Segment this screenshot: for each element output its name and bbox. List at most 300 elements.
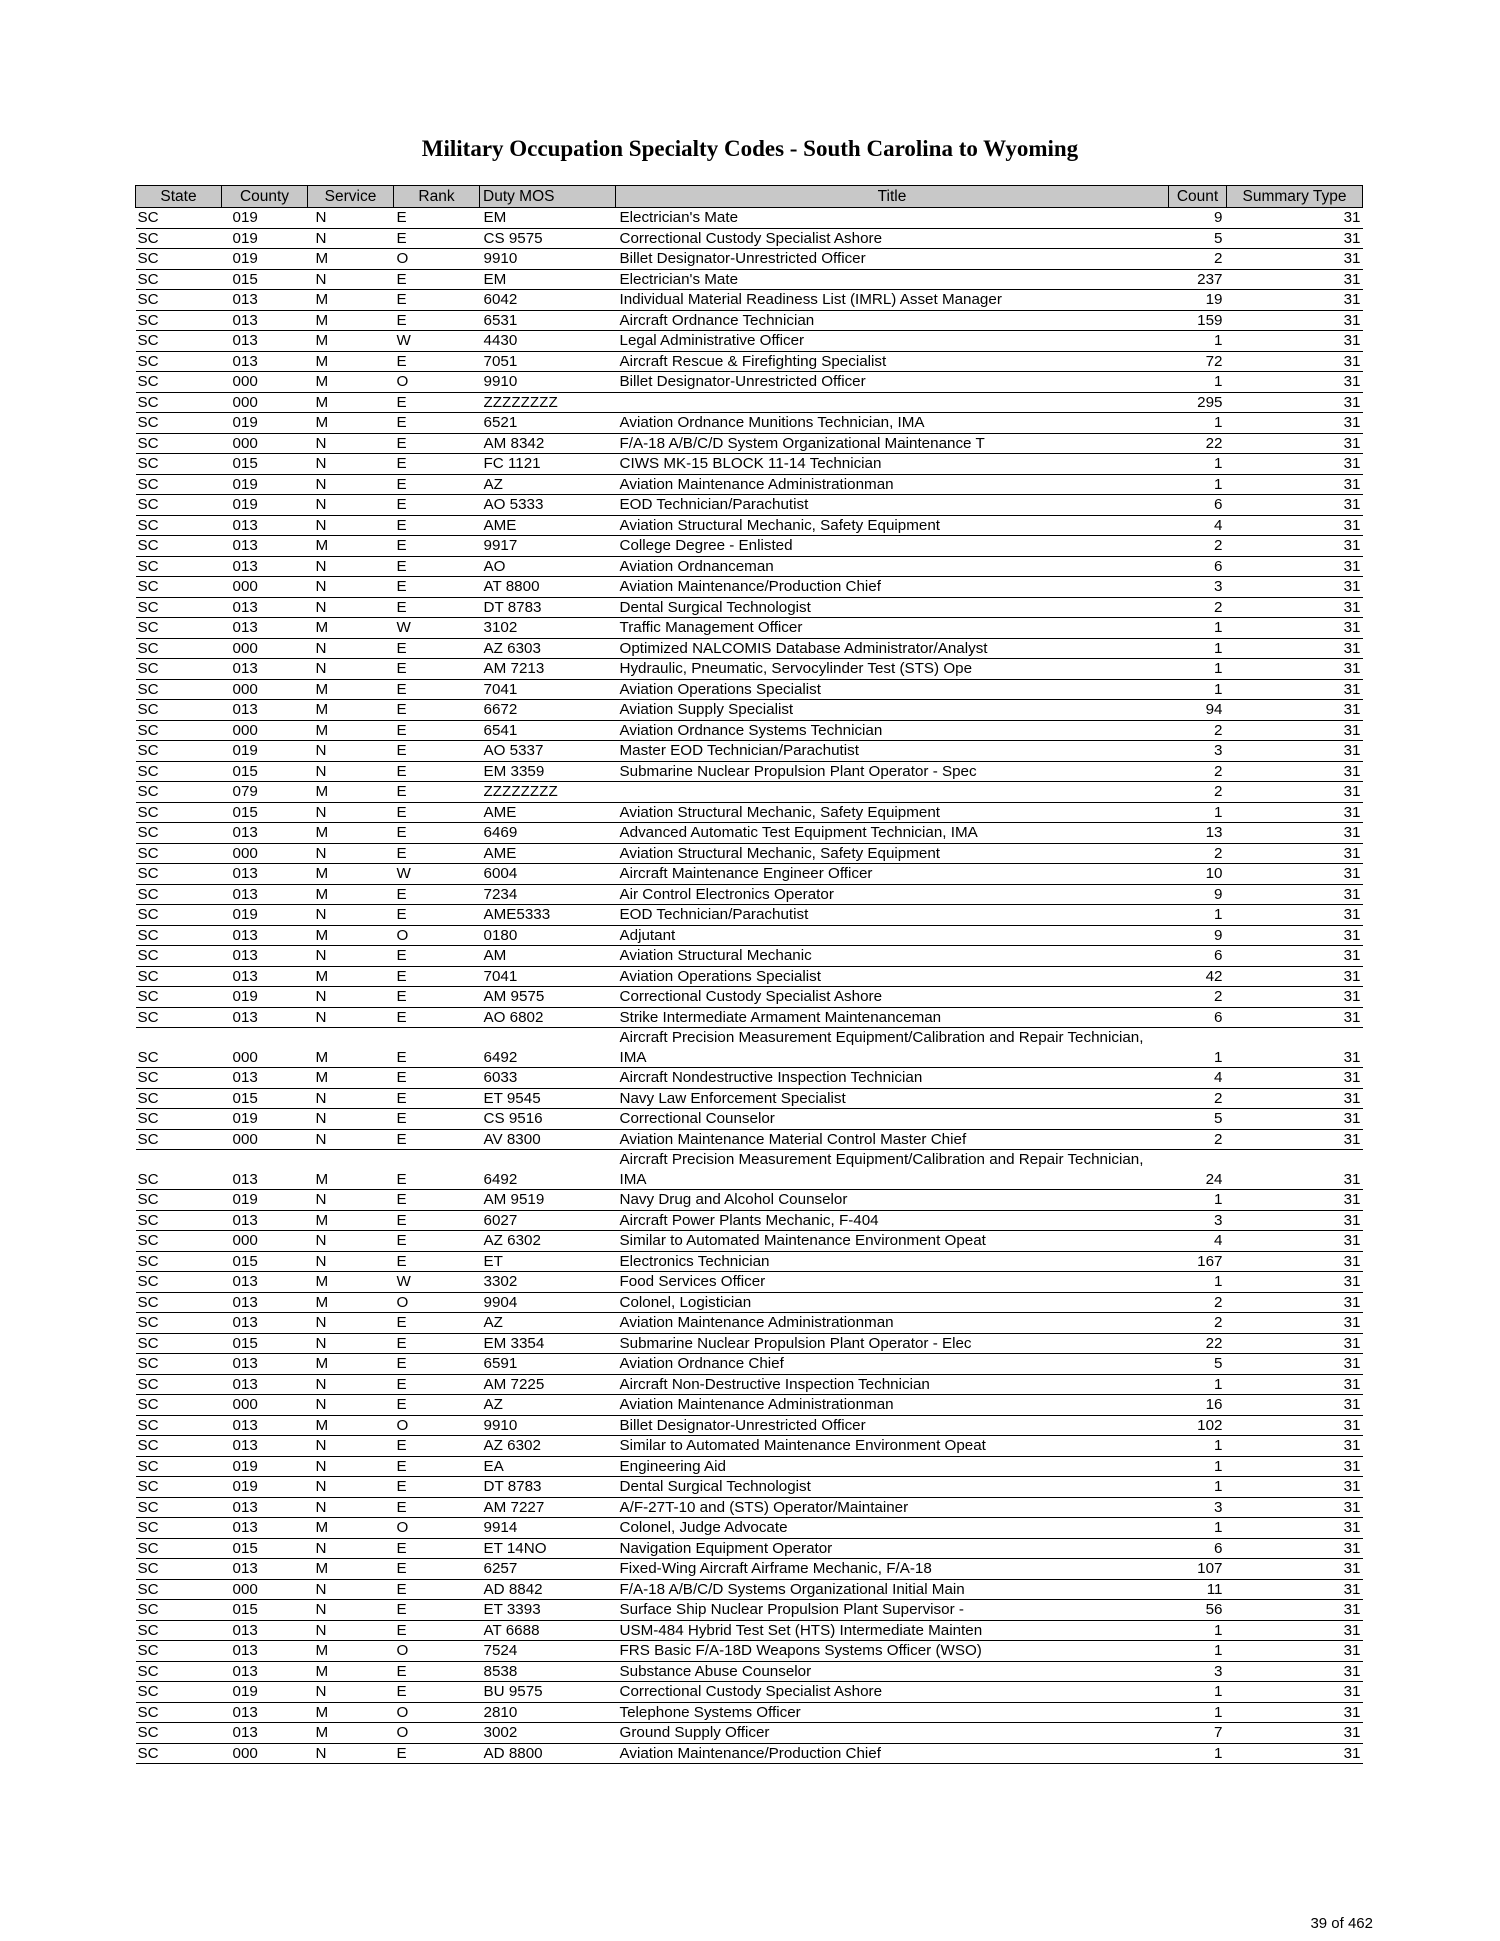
table-row [136,1007,1363,1028]
cell-county: 019 [222,228,308,249]
cell-rank: E [394,1109,480,1130]
cell-duty-mos: 7524 [480,1641,616,1662]
cell-summary-type: 31 [1227,1251,1363,1272]
cell-summary-type: 31 [1227,1129,1363,1150]
cell-count: 5 [1169,228,1227,249]
cell-service: N [308,1374,394,1395]
cell-county: 013 [222,659,308,680]
cell-state: SC [136,1600,222,1621]
cell-service: N [308,761,394,782]
cell-count: 56 [1169,1600,1227,1621]
table-row [136,946,1363,967]
cell-count: 6 [1169,946,1227,967]
cell-state: SC [136,925,222,946]
cell-count: 1 [1169,1620,1227,1641]
cell-count: 6 [1169,1538,1227,1559]
table-row [136,1150,1363,1190]
cell-rank: E [394,679,480,700]
cell-state: SC [136,1518,222,1539]
cell-state: SC [136,1313,222,1334]
cell-title: Dental Surgical Technologist [616,597,1169,618]
cell-rank: E [394,1559,480,1580]
cell-summary-type: 31 [1227,987,1363,1008]
cell-rank: E [394,515,480,536]
cell-duty-mos: 6541 [480,720,616,741]
cell-title: Aviation Maintenance Administrationman [616,1395,1169,1416]
cell-rank: E [394,208,480,229]
cell-state: SC [136,1620,222,1641]
cell-rank: E [394,433,480,454]
cell-summary-type: 31 [1227,372,1363,393]
cell-duty-mos: AO 5337 [480,741,616,762]
cell-summary-type: 31 [1227,249,1363,270]
cell-summary-type: 31 [1227,1641,1363,1662]
cell-county: 013 [222,310,308,331]
cell-state: SC [136,1661,222,1682]
cell-county: 013 [222,1620,308,1641]
cell-service: N [308,515,394,536]
cell-state: SC [136,1415,222,1436]
table-row [136,1477,1363,1498]
cell-count: 1 [1169,638,1227,659]
table-row [136,720,1363,741]
table-row [136,351,1363,372]
cell-state: SC [136,802,222,823]
cell-rank: E [394,987,480,1008]
cell-county: 013 [222,290,308,311]
cell-rank: E [394,1497,480,1518]
cell-duty-mos: AO 6802 [480,1007,616,1028]
cell-summary-type: 31 [1227,1292,1363,1313]
cell-count: 167 [1169,1251,1227,1272]
table-row [136,1497,1363,1518]
cell-service: N [308,1333,394,1354]
cell-county: 015 [222,1251,308,1272]
cell-count: 4 [1169,1231,1227,1252]
table-row [136,1129,1363,1150]
cell-duty-mos: CS 9575 [480,228,616,249]
cell-state: SC [136,269,222,290]
cell-title: College Degree - Enlisted [616,536,1169,557]
table-row [136,925,1363,946]
cell-duty-mos: EM [480,208,616,229]
cell-title: Ground Supply Officer [616,1723,1169,1744]
table-row [136,1231,1363,1252]
table-row [136,577,1363,598]
table-row [136,987,1363,1008]
cell-duty-mos: 8538 [480,1661,616,1682]
cell-title: Aviation Maintenance Material Control Master Chief [616,1129,1169,1150]
cell-county: 015 [222,1538,308,1559]
cell-service: M [308,700,394,721]
cell-duty-mos: 7234 [480,884,616,905]
cell-rank: O [394,372,480,393]
cell-county: 013 [222,946,308,967]
table-row [136,1743,1363,1764]
cell-rank: E [394,1579,480,1600]
table-row [136,556,1363,577]
cell-county: 013 [222,1497,308,1518]
cell-title: Submarine Nuclear Propulsion Plant Operator - Spec [616,761,1169,782]
cell-duty-mos: AME [480,843,616,864]
table-row [136,228,1363,249]
cell-summary-type: 31 [1227,1088,1363,1109]
cell-county: 013 [222,351,308,372]
cell-rank: O [394,1518,480,1539]
cell-summary-type: 31 [1227,495,1363,516]
column-header-service: Service [308,186,394,208]
cell-count: 2 [1169,843,1227,864]
cell-summary-type: 31 [1227,208,1363,229]
cell-title: Aviation Maintenance Administrationman [616,474,1169,495]
cell-rank: E [394,782,480,803]
cell-duty-mos: CS 9516 [480,1109,616,1130]
cell-count: 1 [1169,1456,1227,1477]
column-header-county: County [222,186,308,208]
table-row [136,1723,1363,1744]
cell-count: 19 [1169,290,1227,311]
cell-summary-type: 31 [1227,1028,1363,1068]
cell-summary-type: 31 [1227,351,1363,372]
table-row [136,1518,1363,1539]
cell-state: SC [136,331,222,352]
cell-county: 013 [222,1661,308,1682]
cell-state: SC [136,761,222,782]
cell-rank: E [394,659,480,680]
cell-rank: E [394,474,480,495]
cell-rank: E [394,1007,480,1028]
cell-rank: E [394,597,480,618]
cell-duty-mos: EM [480,269,616,290]
table-row [136,1068,1363,1089]
cell-rank: E [394,1477,480,1498]
cell-duty-mos: AM 9519 [480,1190,616,1211]
cell-title: Aviation Maintenance/Production Chief [616,1743,1169,1764]
cell-count: 1 [1169,1436,1227,1457]
cell-service: M [308,1723,394,1744]
cell-count: 22 [1169,1333,1227,1354]
cell-duty-mos: 3102 [480,618,616,639]
cell-service: N [308,1579,394,1600]
header-row [136,186,1363,208]
cell-count: 94 [1169,700,1227,721]
cell-duty-mos: EM 3359 [480,761,616,782]
cell-county: 000 [222,1028,308,1068]
cell-state: SC [136,1723,222,1744]
table-row [136,782,1363,803]
cell-duty-mos: 0180 [480,925,616,946]
cell-service: N [308,638,394,659]
cell-state: SC [136,1374,222,1395]
cell-service: N [308,577,394,598]
cell-service: N [308,741,394,762]
cell-rank: E [394,556,480,577]
cell-county: 013 [222,515,308,536]
cell-service: N [308,802,394,823]
cell-county: 015 [222,269,308,290]
cell-count: 2 [1169,1088,1227,1109]
cell-duty-mos: EA [480,1456,616,1477]
cell-duty-mos: AM 7225 [480,1374,616,1395]
cell-state: SC [136,310,222,331]
table-row [136,638,1363,659]
cell-service: M [308,864,394,885]
cell-summary-type: 31 [1227,1620,1363,1641]
cell-title: Aviation Operations Specialist [616,679,1169,700]
cell-title: Navigation Equipment Operator [616,1538,1169,1559]
cell-title: Surface Ship Nuclear Propulsion Plant Supervisor - [616,1600,1169,1621]
cell-state: SC [136,392,222,413]
column-header-duty-mos: Duty MOS [480,186,616,208]
cell-duty-mos: AM 7213 [480,659,616,680]
cell-duty-mos: 6004 [480,864,616,885]
cell-rank: E [394,1456,480,1477]
cell-title: Colonel, Judge Advocate [616,1518,1169,1539]
cell-duty-mos: 3002 [480,1723,616,1744]
cell-county: 013 [222,1272,308,1293]
cell-service: M [308,1210,394,1231]
table-row [136,1395,1363,1416]
cell-title: Legal Administrative Officer [616,331,1169,352]
table-row [136,1702,1363,1723]
cell-title: Aircraft Non-Destructive Inspection Technician [616,1374,1169,1395]
cell-count: 1 [1169,679,1227,700]
cell-state: SC [136,577,222,598]
cell-state: SC [136,1007,222,1028]
table-row [136,433,1363,454]
cell-count: 237 [1169,269,1227,290]
cell-service: M [308,1068,394,1089]
cell-title: Individual Material Readiness List (IMRL) Asset Manager [616,290,1169,311]
cell-county: 013 [222,823,308,844]
cell-title: Aviation Ordnance Chief [616,1354,1169,1375]
cell-summary-type: 31 [1227,1395,1363,1416]
cell-rank: E [394,1600,480,1621]
cell-title: Billet Designator-Unrestricted Officer [616,1415,1169,1436]
cell-duty-mos: 6531 [480,310,616,331]
cell-service: M [308,1702,394,1723]
table-row [136,290,1363,311]
cell-summary-type: 31 [1227,966,1363,987]
cell-count: 3 [1169,1497,1227,1518]
cell-count: 4 [1169,515,1227,536]
cell-duty-mos: AM 7227 [480,1497,616,1518]
cell-county: 000 [222,720,308,741]
cell-count: 3 [1169,1661,1227,1682]
cell-rank: E [394,1354,480,1375]
cell-service: N [308,454,394,475]
cell-duty-mos: AZ 6302 [480,1231,616,1252]
cell-rank: E [394,638,480,659]
cell-state: SC [136,741,222,762]
cell-count: 11 [1169,1579,1227,1600]
cell-service: M [308,310,394,331]
cell-duty-mos: 6257 [480,1559,616,1580]
cell-service: N [308,1620,394,1641]
cell-duty-mos: ZZZZZZZZ [480,392,616,413]
cell-county: 013 [222,618,308,639]
table-row [136,864,1363,885]
cell-county: 015 [222,1600,308,1621]
cell-summary-type: 31 [1227,556,1363,577]
cell-state: SC [136,433,222,454]
cell-duty-mos: 3302 [480,1272,616,1293]
cell-state: SC [136,1150,222,1190]
cell-duty-mos: 6591 [480,1354,616,1375]
cell-title: Aviation Operations Specialist [616,966,1169,987]
cell-county: 013 [222,966,308,987]
cell-count: 1 [1169,618,1227,639]
cell-duty-mos: AO [480,556,616,577]
cell-summary-type: 31 [1227,1109,1363,1130]
cell-service: M [308,413,394,434]
cell-rank: E [394,905,480,926]
cell-service: N [308,1088,394,1109]
cell-county: 013 [222,1559,308,1580]
cell-summary-type: 31 [1227,1600,1363,1621]
cell-title: EOD Technician/Parachutist [616,495,1169,516]
cell-title: Aviation Supply Specialist [616,700,1169,721]
cell-title: Strike Intermediate Armament Maintenanceman [616,1007,1169,1028]
cell-summary-type: 31 [1227,1723,1363,1744]
cell-county: 019 [222,413,308,434]
cell-summary-type: 31 [1227,1374,1363,1395]
cell-service: M [308,331,394,352]
cell-summary-type: 31 [1227,618,1363,639]
cell-title: Aviation Structural Mechanic [616,946,1169,967]
cell-duty-mos: ET 14NO [480,1538,616,1559]
cell-county: 019 [222,1456,308,1477]
cell-state: SC [136,1436,222,1457]
cell-state: SC [136,1210,222,1231]
cell-rank: E [394,741,480,762]
cell-rank: E [394,1620,480,1641]
cell-title: Billet Designator-Unrestricted Officer [616,249,1169,270]
cell-title: Aviation Structural Mechanic, Safety Equipment [616,802,1169,823]
cell-duty-mos: 6027 [480,1210,616,1231]
cell-count: 2 [1169,249,1227,270]
cell-count: 1 [1169,474,1227,495]
cell-title [616,392,1169,413]
cell-service: N [308,905,394,926]
cell-summary-type: 31 [1227,454,1363,475]
cell-state: SC [136,1497,222,1518]
cell-county: 000 [222,1743,308,1764]
cell-duty-mos: AZ [480,1313,616,1334]
cell-summary-type: 31 [1227,679,1363,700]
cell-rank: E [394,761,480,782]
cell-county: 079 [222,782,308,803]
cell-count: 2 [1169,987,1227,1008]
table-row [136,966,1363,987]
cell-service: M [308,1028,394,1068]
cell-state: SC [136,700,222,721]
cell-county: 000 [222,638,308,659]
cell-duty-mos: 9917 [480,536,616,557]
cell-count: 1 [1169,1518,1227,1539]
cell-title: Food Services Officer [616,1272,1169,1293]
cell-state: SC [136,1292,222,1313]
cell-state: SC [136,474,222,495]
cell-state: SC [136,1743,222,1764]
cell-count: 1 [1169,1028,1227,1068]
cell-state: SC [136,823,222,844]
table-row [136,249,1363,270]
cell-summary-type: 31 [1227,1538,1363,1559]
cell-title: Aviation Ordnanceman [616,556,1169,577]
cell-count: 102 [1169,1415,1227,1436]
cell-county: 013 [222,700,308,721]
cell-state: SC [136,638,222,659]
cell-duty-mos: DT 8783 [480,1477,616,1498]
cell-service: N [308,1007,394,1028]
table-row [136,454,1363,475]
cell-state: SC [136,1190,222,1211]
cell-state: SC [136,1682,222,1703]
cell-summary-type: 31 [1227,1272,1363,1293]
cell-rank: O [394,249,480,270]
cell-rank: O [394,1292,480,1313]
cell-count: 3 [1169,741,1227,762]
cell-duty-mos: AD 8800 [480,1743,616,1764]
cell-county: 000 [222,679,308,700]
table-row [136,1354,1363,1375]
cell-duty-mos: AT 6688 [480,1620,616,1641]
cell-state: SC [136,515,222,536]
table-row [136,1333,1363,1354]
cell-count: 6 [1169,495,1227,516]
cell-state: SC [136,864,222,885]
cell-rank: E [394,536,480,557]
page-title: Military Occupation Specialty Codes - South Carolina to Wyoming [421,136,1079,161]
cell-summary-type: 31 [1227,700,1363,721]
cell-county: 000 [222,1579,308,1600]
cell-county: 013 [222,884,308,905]
cell-count: 6 [1169,556,1227,577]
cell-title: Aircraft Precision Measurement Equipment/Calibration and Repair Technician, IMA [616,1150,1169,1190]
cell-rank: E [394,228,480,249]
cell-duty-mos: 9910 [480,372,616,393]
cell-duty-mos: 4430 [480,331,616,352]
cell-state: SC [136,884,222,905]
cell-summary-type: 31 [1227,1333,1363,1354]
cell-county: 015 [222,761,308,782]
cell-service: N [308,987,394,1008]
cell-rank: W [394,331,480,352]
cell-service: N [308,1251,394,1272]
cell-rank: E [394,1395,480,1416]
cell-state: SC [136,843,222,864]
table-row [136,905,1363,926]
cell-service: M [308,884,394,905]
cell-count: 24 [1169,1150,1227,1190]
cell-rank: E [394,1436,480,1457]
cell-summary-type: 31 [1227,228,1363,249]
cell-duty-mos: AD 8842 [480,1579,616,1600]
cell-duty-mos: AT 8800 [480,577,616,598]
cell-count: 22 [1169,433,1227,454]
table-row [136,1109,1363,1130]
cell-title: Adjutant [616,925,1169,946]
cell-duty-mos: AME [480,515,616,536]
cell-duty-mos: ET [480,1251,616,1272]
cell-county: 000 [222,577,308,598]
cell-summary-type: 31 [1227,843,1363,864]
cell-title: Aviation Ordnance Systems Technician [616,720,1169,741]
cell-summary-type: 31 [1227,413,1363,434]
cell-state: SC [136,1109,222,1130]
cell-service: M [308,1518,394,1539]
